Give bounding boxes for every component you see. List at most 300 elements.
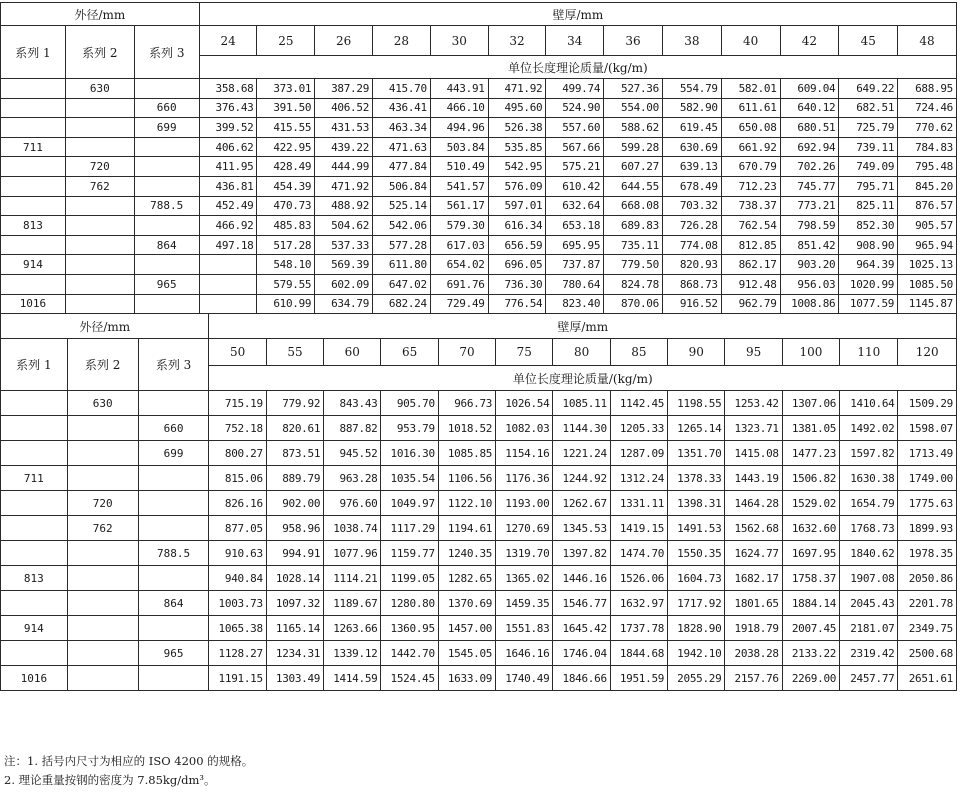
mass-value: 689.83 <box>604 216 663 236</box>
mass-value: 945.52 <box>324 441 381 466</box>
series-1-diameter <box>1 176 66 196</box>
mass-value: 682.51 <box>839 98 898 118</box>
series-1-diameter <box>1 79 66 99</box>
table-row <box>1 235 957 255</box>
mass-value: 579.55 <box>257 274 315 294</box>
mass-value: 630.69 <box>662 137 721 157</box>
series-2-diameter <box>67 591 138 616</box>
mass-value: 656.59 <box>488 235 546 255</box>
thickness-header: 75 <box>496 339 553 366</box>
mass-value: 963.28 <box>324 466 381 491</box>
mass-value: 582.90 <box>662 98 721 118</box>
mass-value: 654.02 <box>430 255 488 275</box>
unit-mass-header: 单位长度理论质量/(kg/m) <box>199 56 956 79</box>
table-row <box>1 255 957 275</box>
mass-value: 561.17 <box>430 196 488 216</box>
mass-value: 1194.61 <box>438 516 495 541</box>
mass-value: 1159.77 <box>381 541 438 566</box>
table-row <box>1 79 957 99</box>
mass-value: 776.54 <box>488 294 546 314</box>
mass-value: 1951.59 <box>610 666 667 691</box>
mass-value: 905.57 <box>898 216 957 236</box>
mass-value: 737.87 <box>546 255 604 275</box>
mass-value: 497.18 <box>199 235 257 255</box>
mass-value: 575.21 <box>546 157 604 177</box>
mass-value: 1550.35 <box>668 541 725 566</box>
mass-value: 610.99 <box>257 294 315 314</box>
mass-value: 680.51 <box>780 118 839 138</box>
series-2-diameter <box>65 294 134 314</box>
mass-value: 1443.19 <box>725 466 782 491</box>
table-row <box>1 216 957 236</box>
mass-value: 1077.96 <box>324 541 381 566</box>
mass-value: 1410.64 <box>840 391 898 416</box>
mass-value: 1345.53 <box>553 516 610 541</box>
mass-value: 616.34 <box>488 216 546 236</box>
mass-value: 1199.05 <box>381 566 438 591</box>
mass-value: 966.73 <box>438 391 495 416</box>
mass-value: 1491.53 <box>668 516 725 541</box>
mass-value: 504.62 <box>315 216 373 236</box>
mass-value: 542.06 <box>373 216 431 236</box>
series-1-header: 系列 1 <box>1 339 68 391</box>
mass-value: 1128.27 <box>209 641 266 666</box>
mass-value: 691.76 <box>430 274 488 294</box>
series-2-diameter: 762 <box>67 516 138 541</box>
mass-value: 376.43 <box>199 98 257 118</box>
mass-value: 1492.02 <box>840 416 898 441</box>
wall-thickness-header: 壁厚/mm <box>209 314 957 339</box>
mass-value: 1189.67 <box>324 591 381 616</box>
series-1-diameter: 914 <box>1 616 68 641</box>
thickness-header: 95 <box>725 339 782 366</box>
mass-value: 494.96 <box>430 118 488 138</box>
mass-value: 1028.14 <box>266 566 323 591</box>
series-3-diameter: 699 <box>134 118 199 138</box>
mass-value: 1415.08 <box>725 441 782 466</box>
mass-value: 470.73 <box>257 196 315 216</box>
mass-value: 1459.35 <box>496 591 553 616</box>
table-row <box>1 541 957 566</box>
mass-value: 1114.21 <box>324 566 381 591</box>
mass-value: 1065.38 <box>209 616 266 641</box>
mass-value: 908.90 <box>839 235 898 255</box>
mass-value: 770.62 <box>898 118 957 138</box>
mass-value: 1828.90 <box>668 616 725 641</box>
mass-value: 406.62 <box>199 137 257 157</box>
mass-value: 1018.52 <box>438 416 495 441</box>
series-3-header: 系列 3 <box>138 339 209 391</box>
steel-pipe-mass-table-2 <box>0 313 957 691</box>
mass-value: 415.55 <box>257 118 315 138</box>
thickness-header: 34 <box>546 26 604 56</box>
mass-value: 958.96 <box>266 516 323 541</box>
table-row <box>1 157 957 177</box>
mass-value: 634.79 <box>315 294 373 314</box>
series-2-diameter <box>67 441 138 466</box>
mass-value: 1142.45 <box>610 391 667 416</box>
mass-value: 1265.14 <box>668 416 725 441</box>
series-2-header: 系列 2 <box>65 26 134 79</box>
mass-value <box>199 255 257 275</box>
mass-value: 611.61 <box>721 98 780 118</box>
series-3-diameter: 864 <box>134 235 199 255</box>
mass-value: 668.08 <box>604 196 663 216</box>
table-row <box>1 274 957 294</box>
mass-value: 1713.49 <box>898 441 957 466</box>
mass-value: 554.00 <box>604 98 663 118</box>
mass-value: 1907.08 <box>840 566 898 591</box>
mass-value: 577.28 <box>373 235 431 255</box>
thickness-header: 65 <box>381 339 438 366</box>
mass-value: 599.28 <box>604 137 663 157</box>
series-3-diameter <box>134 176 199 196</box>
series-3-diameter <box>134 216 199 236</box>
series-1-diameter <box>1 591 68 616</box>
mass-value: 495.60 <box>488 98 546 118</box>
mass-value: 843.43 <box>324 391 381 416</box>
mass-value: 1801.65 <box>725 591 782 616</box>
series-2-diameter <box>65 118 134 138</box>
mass-value: 471.92 <box>315 176 373 196</box>
mass-value: 692.94 <box>780 137 839 157</box>
series-1-diameter: 813 <box>1 566 68 591</box>
mass-value: 870.06 <box>604 294 663 314</box>
mass-value: 2007.45 <box>782 616 839 641</box>
series-1-diameter <box>1 491 68 516</box>
mass-value: 471.63 <box>373 137 431 157</box>
mass-value: 588.62 <box>604 118 663 138</box>
mass-value: 1198.55 <box>668 391 725 416</box>
mass-value: 1049.97 <box>381 491 438 516</box>
mass-value: 1339.12 <box>324 641 381 666</box>
mass-value: 1122.10 <box>438 491 495 516</box>
series-2-diameter <box>67 666 138 691</box>
mass-value: 1646.16 <box>496 641 553 666</box>
mass-value: 569.39 <box>315 255 373 275</box>
mass-value: 1035.54 <box>381 466 438 491</box>
mass-value: 1682.17 <box>725 566 782 591</box>
mass-value: 712.23 <box>721 176 780 196</box>
mass-value: 452.49 <box>199 196 257 216</box>
wall-thickness-header: 壁厚/mm <box>199 3 956 26</box>
mass-value: 510.49 <box>430 157 488 177</box>
series-2-diameter <box>65 235 134 255</box>
mass-value: 1144.30 <box>553 416 610 441</box>
series-3-diameter: 864 <box>138 591 209 616</box>
mass-value: 485.83 <box>257 216 315 236</box>
mass-value: 439.22 <box>315 137 373 157</box>
mass-value: 617.03 <box>430 235 488 255</box>
thickness-header: 40 <box>721 26 780 56</box>
mass-value: 1307.06 <box>782 391 839 416</box>
mass-value: 852.30 <box>839 216 898 236</box>
mass-value: 527.36 <box>604 79 663 99</box>
mass-value: 780.64 <box>546 274 604 294</box>
mass-value: 812.85 <box>721 235 780 255</box>
mass-value: 1323.71 <box>725 416 782 441</box>
mass-value: 910.63 <box>209 541 266 566</box>
mass-value: 1280.80 <box>381 591 438 616</box>
mass-value: 738.37 <box>721 196 780 216</box>
series-1-diameter: 1016 <box>1 294 66 314</box>
thickness-header: 85 <box>610 339 667 366</box>
table-row <box>1 176 957 196</box>
series-1-diameter <box>1 118 66 138</box>
table-row <box>1 416 957 441</box>
mass-value: 644.55 <box>604 176 663 196</box>
mass-value: 1546.77 <box>553 591 610 616</box>
mass-value: 965.94 <box>898 235 957 255</box>
mass-value: 1106.56 <box>438 466 495 491</box>
mass-value: 525.14 <box>373 196 431 216</box>
series-2-diameter <box>67 541 138 566</box>
series-1-diameter: 1016 <box>1 666 68 691</box>
mass-value: 784.83 <box>898 137 957 157</box>
mass-value: 779.92 <box>266 391 323 416</box>
mass-value: 387.29 <box>315 79 373 99</box>
mass-value: 358.68 <box>199 79 257 99</box>
mass-value: 1477.23 <box>782 441 839 466</box>
mass-value: 724.46 <box>898 98 957 118</box>
mass-value: 1978.35 <box>898 541 957 566</box>
table-row <box>1 466 957 491</box>
series-3-diameter: 788.5 <box>134 196 199 216</box>
mass-value: 2319.42 <box>840 641 898 666</box>
mass-value: 2157.76 <box>725 666 782 691</box>
mass-value: 1154.16 <box>496 441 553 466</box>
mass-value: 862.17 <box>721 255 780 275</box>
mass-value: 399.52 <box>199 118 257 138</box>
mass-value: 554.79 <box>662 79 721 99</box>
mass-value: 466.10 <box>430 98 488 118</box>
table-row <box>1 391 957 416</box>
mass-value: 1446.16 <box>553 566 610 591</box>
mass-value: 795.71 <box>839 176 898 196</box>
mass-value: 1717.92 <box>668 591 725 616</box>
series-2-diameter <box>67 566 138 591</box>
mass-value: 735.11 <box>604 235 663 255</box>
mass-value: 1942.10 <box>668 641 725 666</box>
mass-value: 1506.82 <box>782 466 839 491</box>
mass-value: 715.19 <box>209 391 266 416</box>
mass-value: 391.50 <box>257 98 315 118</box>
mass-value: 1598.07 <box>898 416 957 441</box>
series-1-diameter <box>1 274 66 294</box>
mass-value: 632.64 <box>546 196 604 216</box>
mass-value: 1262.67 <box>553 491 610 516</box>
mass-value: 411.95 <box>199 157 257 177</box>
mass-value: 1398.31 <box>668 491 725 516</box>
mass-value: 1176.36 <box>496 466 553 491</box>
mass-value: 517.28 <box>257 235 315 255</box>
mass-value: 695.95 <box>546 235 604 255</box>
mass-value: 650.08 <box>721 118 780 138</box>
mass-value: 1351.70 <box>668 441 725 466</box>
mass-value: 524.90 <box>546 98 604 118</box>
mass-value: 1038.74 <box>324 516 381 541</box>
series-2-diameter: 720 <box>67 491 138 516</box>
mass-value: 610.42 <box>546 176 604 196</box>
mass-value <box>199 294 257 314</box>
mass-value: 602.09 <box>315 274 373 294</box>
thickness-header: 42 <box>780 26 839 56</box>
mass-value: 576.09 <box>488 176 546 196</box>
mass-value: 1840.62 <box>840 541 898 566</box>
table-row <box>1 516 957 541</box>
mass-value: 1526.06 <box>610 566 667 591</box>
mass-value: 696.05 <box>488 255 546 275</box>
mass-value: 1844.68 <box>610 641 667 666</box>
thickness-header: 70 <box>438 339 495 366</box>
series-2-diameter <box>67 641 138 666</box>
mass-value: 488.92 <box>315 196 373 216</box>
mass-value: 1270.69 <box>496 516 553 541</box>
thickness-header: 26 <box>315 26 373 56</box>
mass-value: 2201.78 <box>898 591 957 616</box>
series-2-diameter <box>65 98 134 118</box>
mass-value: 537.33 <box>315 235 373 255</box>
note-line: 2. 理论重量按钢的密度为 7.85kg/dm³。 <box>4 773 216 787</box>
mass-value: 1008.86 <box>780 294 839 314</box>
mass-value: 2055.29 <box>668 666 725 691</box>
mass-value: 1221.24 <box>553 441 610 466</box>
mass-value: 1085.11 <box>553 391 610 416</box>
mass-value: 752.18 <box>209 416 266 441</box>
series-2-diameter <box>65 274 134 294</box>
series-3-diameter: 965 <box>138 641 209 666</box>
series-3-diameter <box>134 294 199 314</box>
mass-value: 2500.68 <box>898 641 957 666</box>
mass-value: 2133.22 <box>782 641 839 666</box>
thickness-header: 30 <box>430 26 488 56</box>
thickness-header: 100 <box>782 339 839 366</box>
series-3-diameter <box>134 255 199 275</box>
mass-value: 889.79 <box>266 466 323 491</box>
mass-value: 1737.78 <box>610 616 667 641</box>
thickness-header: 36 <box>604 26 663 56</box>
mass-value: 1287.09 <box>610 441 667 466</box>
mass-value: 1624.77 <box>725 541 782 566</box>
series-1-diameter <box>1 641 68 666</box>
thickness-header: 32 <box>488 26 546 56</box>
table-row <box>1 98 957 118</box>
mass-value: 1746.04 <box>553 641 610 666</box>
series-1-diameter <box>1 441 68 466</box>
thickness-header: 90 <box>668 339 725 366</box>
mass-value: 845.20 <box>898 176 957 196</box>
series-3-diameter <box>138 491 209 516</box>
thickness-header: 80 <box>553 339 610 366</box>
mass-value: 444.99 <box>315 157 373 177</box>
series-2-diameter <box>65 216 134 236</box>
series-1-diameter: 813 <box>1 216 66 236</box>
thickness-header: 110 <box>840 339 898 366</box>
mass-value: 1597.82 <box>840 441 898 466</box>
series-2-diameter <box>65 196 134 216</box>
outer-diameter-header: 外径/mm <box>1 3 200 26</box>
mass-value: 582.01 <box>721 79 780 99</box>
mass-value: 1630.38 <box>840 466 898 491</box>
table-row <box>1 441 957 466</box>
series-2-diameter: 762 <box>65 176 134 196</box>
series-1-diameter <box>1 516 68 541</box>
mass-value: 1899.93 <box>898 516 957 541</box>
mass-value: 640.12 <box>780 98 839 118</box>
mass-value: 428.49 <box>257 157 315 177</box>
series-1-diameter: 711 <box>1 137 66 157</box>
thickness-header: 25 <box>257 26 315 56</box>
mass-value: 1562.68 <box>725 516 782 541</box>
mass-value: 607.27 <box>604 157 663 177</box>
mass-value: 887.82 <box>324 416 381 441</box>
mass-value: 994.91 <box>266 541 323 566</box>
series-2-diameter <box>67 466 138 491</box>
mass-value: 1085.50 <box>898 274 957 294</box>
mass-value: 1775.63 <box>898 491 957 516</box>
mass-value: 535.85 <box>488 137 546 157</box>
mass-value: 800.27 <box>209 441 266 466</box>
mass-value: 542.95 <box>488 157 546 177</box>
mass-value: 406.52 <box>315 98 373 118</box>
series-3-diameter: 660 <box>138 416 209 441</box>
mass-value: 912.48 <box>721 274 780 294</box>
mass-value: 653.18 <box>546 216 604 236</box>
mass-value: 824.78 <box>604 274 663 294</box>
mass-value: 1191.15 <box>209 666 266 691</box>
mass-value: 774.08 <box>662 235 721 255</box>
mass-value: 2181.07 <box>840 616 898 641</box>
mass-value: 567.66 <box>546 137 604 157</box>
mass-value: 1263.66 <box>324 616 381 641</box>
mass-value: 639.13 <box>662 157 721 177</box>
mass-value: 499.74 <box>546 79 604 99</box>
mass-value: 2349.75 <box>898 616 957 641</box>
mass-value: 503.84 <box>430 137 488 157</box>
series-3-diameter: 699 <box>138 441 209 466</box>
mass-value: 877.05 <box>209 516 266 541</box>
mass-value: 1003.73 <box>209 591 266 616</box>
series-3-diameter: 788.5 <box>138 541 209 566</box>
mass-value: 541.57 <box>430 176 488 196</box>
mass-value: 506.84 <box>373 176 431 196</box>
mass-value: 609.04 <box>780 79 839 99</box>
mass-value: 1165.14 <box>266 616 323 641</box>
series-3-diameter: 660 <box>134 98 199 118</box>
mass-value: 1319.70 <box>496 541 553 566</box>
mass-value: 611.80 <box>373 255 431 275</box>
mass-value: 661.92 <box>721 137 780 157</box>
series-1-diameter: 711 <box>1 466 68 491</box>
table-notes <box>4 752 253 790</box>
mass-value: 1016.30 <box>381 441 438 466</box>
mass-value: 1117.29 <box>381 516 438 541</box>
mass-value: 1474.70 <box>610 541 667 566</box>
mass-value: 779.50 <box>604 255 663 275</box>
mass-value: 466.92 <box>199 216 257 236</box>
series-2-diameter <box>67 616 138 641</box>
mass-value: 463.34 <box>373 118 431 138</box>
mass-value: 1524.45 <box>381 666 438 691</box>
mass-value: 798.59 <box>780 216 839 236</box>
mass-value: 1370.69 <box>438 591 495 616</box>
mass-value: 688.95 <box>898 79 957 99</box>
thickness-header: 55 <box>266 339 323 366</box>
mass-value: 1240.35 <box>438 541 495 566</box>
mass-value: 916.52 <box>662 294 721 314</box>
mass-value: 1234.31 <box>266 641 323 666</box>
mass-value: 1419.15 <box>610 516 667 541</box>
